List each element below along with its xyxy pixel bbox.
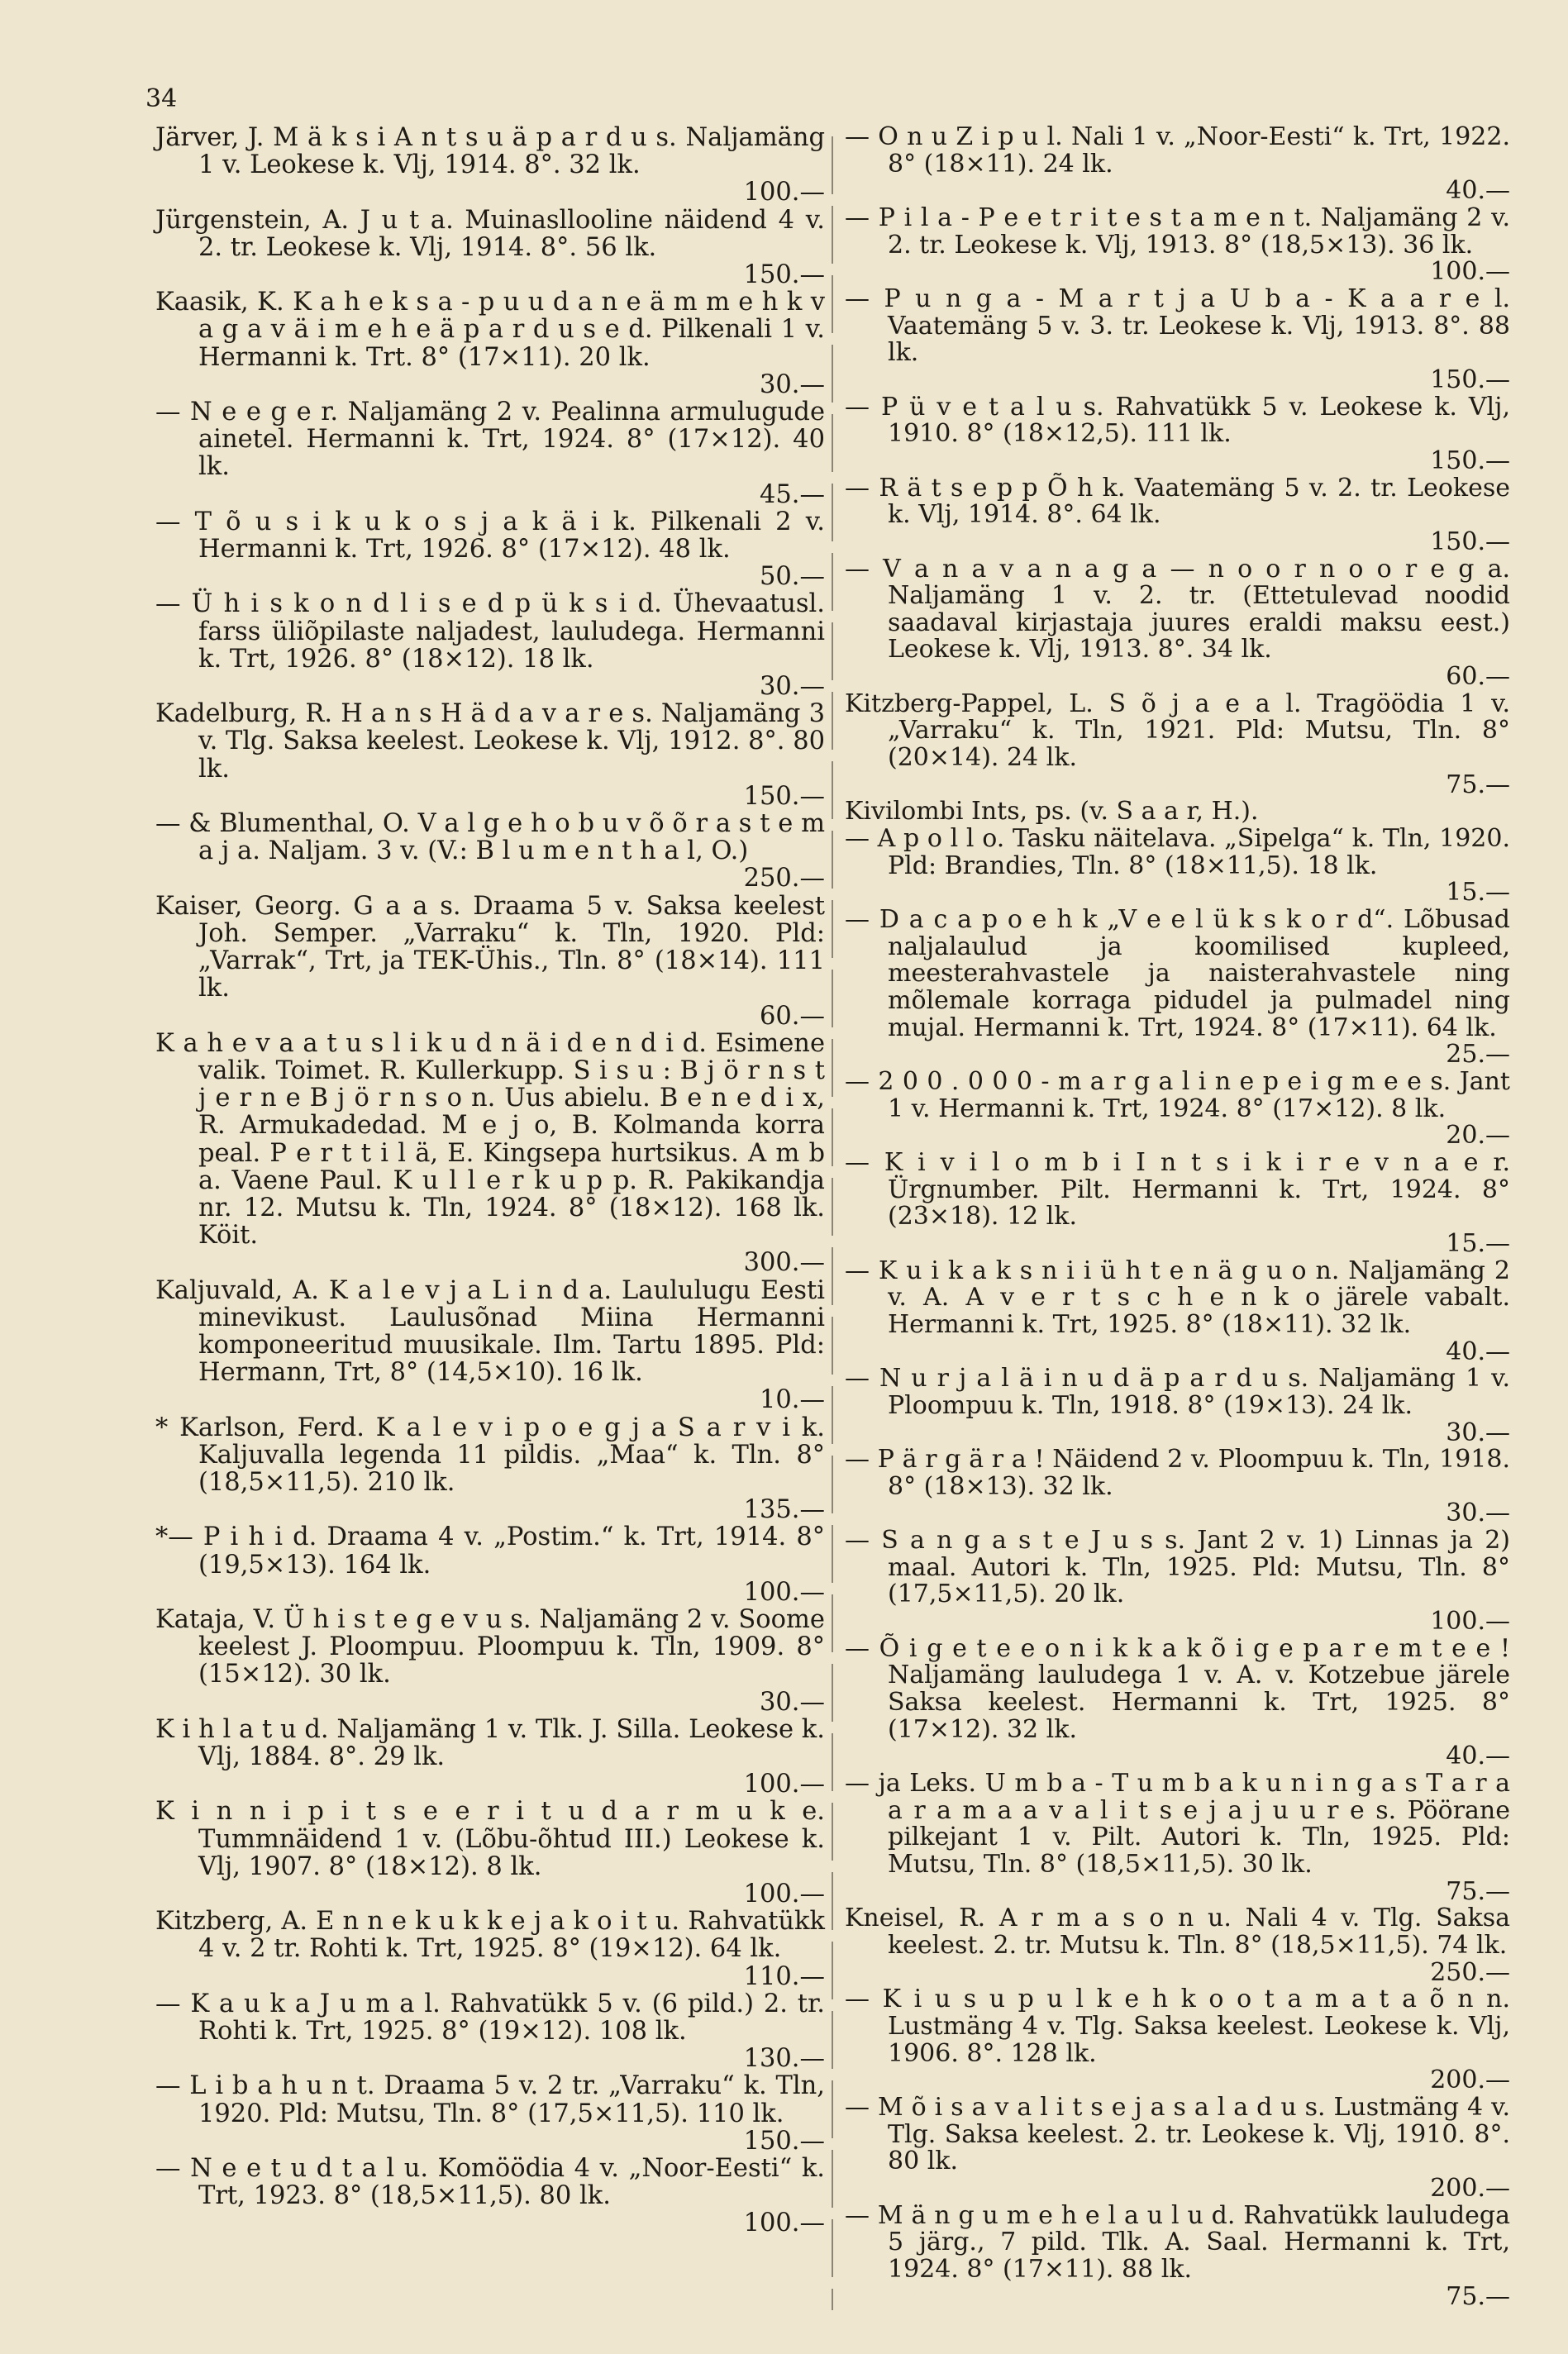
left-column xyxy=(155,124,825,2237)
catalog-entry xyxy=(845,1986,1510,2067)
entry-text: — T õ u s i k u k o s j a k ä i k. Pilkenali 2 v. Hermanni k. Trt, 1926. 8° (17×12). 48 lk. xyxy=(155,507,825,565)
catalog-entry xyxy=(155,1798,825,1880)
catalog-entry xyxy=(155,1277,825,1387)
entry-price: 100.— xyxy=(743,1577,825,1607)
entry-text: — S a n g a s t e J u s s. Jant 2 v. 1) Linnas ja 2) maal. Autori k. Tln, 1925. Pld: Mutsu, Tln. 8° (17,5×11,5). 20 lk. xyxy=(845,1526,1510,1609)
catalog-entry xyxy=(155,1990,825,2045)
entry-price: 20.— xyxy=(1446,1121,1510,1151)
entry-text: — K i v i l o m b i I n t s i k i r e v n a e r. Ürgnumber. Pilt. Hermanni k. Trt, 1924. 8° (23×18). 12 lk. xyxy=(845,1147,1510,1232)
catalog-entry xyxy=(155,1523,825,1578)
entry-text: — 2 0 0 . 0 0 0 - m a r g a l i n e p e i g m e e s. Jant 1 v. Hermanni k. Trt, 1924. 8° (17×12). 8 lk. xyxy=(845,1066,1510,1123)
right-column xyxy=(845,124,1510,2310)
entry-text: *— P i h i d. Draama 4 v. „Postim.“ k. Trt, 1914. 8° (19,5×13). 164 lk. xyxy=(155,1522,825,1580)
entry-price: 60.— xyxy=(759,1001,825,1031)
entry-text: Kneisel, R. A r m a s o n u. Nali 4 v. Tlg. Saksa keelest. 2. tr. Mutsu k. Tln. 8° (18,5×11,5). 74 lk. xyxy=(845,1904,1510,1960)
entry-text: Kitzberg-Pappel, L. S õ j a e a l. Tragöödia 1 v. „Varraku“ k. Tln, 1921. Pld: Mutsu, Tln. 8° (20×14). 24 lk. xyxy=(845,689,1510,773)
catalog-entry xyxy=(845,826,1510,879)
entry-price: 200.— xyxy=(1430,2066,1510,2095)
entry-price: 300.— xyxy=(743,1248,825,1278)
entry-price: 30.— xyxy=(1446,1418,1510,1447)
entry-text: — V a n a v a n a g a — n o o r n o o r e g a. Naljamäng 1 v. 2. tr. (Ettetulevad noodid saadaval kirjastaja juures eraldi maksu eest.) Leokese k. Vlj, 1913. 8°. 34 lk. xyxy=(845,554,1510,665)
entry-text: — O n u Z i p u l. Nali 1 v. „Noor-Eesti“ k. Trt, 1922. 8° (18×11). 24 lk. xyxy=(845,122,1510,179)
entry-text: — M ä n g u m e h e l a u l u d. Rahvatükk lauludega 5 järg., 7 pild. Tlk. A. Saal. Hermanni k. Trt, 1924. 8° (17×11). 88 lk. xyxy=(845,2200,1510,2284)
entry-text: — P ä r g ä r a ! Näidend 2 v. Ploompuu k. Tln, 1918. 8° (18×13). 32 lk. xyxy=(845,1445,1510,1501)
catalog-entry xyxy=(845,2094,1510,2175)
catalog-entry xyxy=(845,1633,1510,1744)
entry-price: 150.— xyxy=(1430,365,1510,394)
catalog-entry xyxy=(845,1066,1510,1123)
catalog-entry xyxy=(155,1716,825,1770)
catalog-entry xyxy=(845,798,1510,826)
entry-price: 100.— xyxy=(743,1770,825,1799)
entry-text: — K u i k a k s n i i ü h t e n ä g u o n. Naljamäng 2 v. A. A v e r t s c h e n k o järele vabalt. Hermanni k. Trt, 1925. 8° (18×11). 32 lk. xyxy=(845,1256,1510,1339)
entry-price: 100.— xyxy=(743,2209,825,2238)
entry-price: 150.— xyxy=(1430,527,1510,556)
entry-price: 100.— xyxy=(743,1880,825,1908)
catalog-entry xyxy=(845,205,1510,259)
entry-price: 150.— xyxy=(743,781,825,811)
catalog-entry xyxy=(845,286,1510,367)
entry-text: Jürgenstein, A. J u t a. Muinasllooline näidend 4 v. 2. tr. Leokese k. Vlj, 1914. 8°. 56 lk. xyxy=(155,205,825,262)
entry-text: — N e e t u d t a l u. Komöödia 4 v. „Noor-Eesti“ k. Trt, 1923. 8° (18,5×11,5). 80 lk. xyxy=(155,2154,825,2211)
entry-text: — P ü v e t a l u s. Rahvatükk 5 v. Leokese k. Vlj, 1910. 8° (18×12,5). 111 lk. xyxy=(845,392,1510,449)
catalog-entry xyxy=(845,124,1510,178)
entry-price: 75.— xyxy=(1446,770,1510,799)
entry-text: — Õ i g e t e e o n i k k a k õ i g e p a r e m t e e ! Naljamäng lauludega 1 v. A. v. Kotzebue järele Saksa keelest. Hermanni k. Trt, 1925. 8° (17×12). 32 lk. xyxy=(845,1633,1510,1744)
entry-text: — M õ i s a v a l i t s e j a s a l a d u s. Lustmäng 4 v. Tlg. Saksa keelest. 2. tr. Leokese k. Vlj, 1910. 8°. 80 lk. xyxy=(845,2092,1510,2176)
catalog-entry xyxy=(155,1606,825,1689)
entry-price: 110.— xyxy=(743,1961,825,1991)
catalog-entry xyxy=(155,1030,825,1250)
column-divider xyxy=(832,136,833,2310)
entry-price: 150.— xyxy=(743,2126,825,2156)
entry-price: 40.— xyxy=(1446,1742,1510,1771)
catalog-entry xyxy=(155,207,825,261)
catalog-entry xyxy=(155,893,825,1003)
catalog-entry xyxy=(845,556,1510,665)
entry-price: 130.— xyxy=(743,2044,825,2074)
catalog-entry xyxy=(845,1258,1510,1339)
entry-text: Kaasik, K. K a h e k s a - p u u d a n e ä m m e h k v a g a v ä i m e h e ä p a r d u s e d. Pilkenali 1 v. Hermanni k. Trt. 8° (17×11). 20 lk. xyxy=(155,288,825,372)
entry-text: — K a u k a J u m a l. Rahvatükk 5 v. (6 pild.) 2. tr. Rohti k. Trt, 1925. 8° (19×12). 108 lk. xyxy=(155,1989,825,2047)
entry-text: — & Blumenthal, O. V a l g e h o b u v õ õ r a s t e m a j a. Naljam. 3 v. (V.: B l u m e n t h a l, O.) xyxy=(155,809,825,866)
entry-price: 30.— xyxy=(1446,1499,1510,1528)
entry-price: 60.— xyxy=(1446,662,1510,692)
page-number: 34 xyxy=(145,84,178,113)
catalog-entry xyxy=(155,124,825,179)
entry-price: 100.— xyxy=(1430,257,1510,287)
entry-price: 100.— xyxy=(743,178,825,207)
entry-price: 40.— xyxy=(1446,176,1510,206)
catalog-entry xyxy=(845,1527,1510,1608)
entry-text: — K i u s u p u l k e h k o o t a m a t a õ n n. Lustmäng 4 v. Tlg. Saksa keelest. Leokese k. Vlj, 1906. 8°. 128 lk. xyxy=(845,1985,1510,2068)
catalog-entry xyxy=(845,1147,1510,1232)
entry-text: — N u r j a l ä i n u d ä p a r d u s. Naljamäng 1 v. Ploompuu k. Tln, 1918. 8° (19×13). 24 lk. xyxy=(845,1364,1510,1420)
catalog-entry xyxy=(155,810,825,865)
entry-text: — Ü h i s k o n d l i s e d p ü k s i d. Ühevaatusl. farss üliõpilaste naljadest, lauludega. Hermanni k. Trt, 1926. 8° (18×12). 18 lk. xyxy=(155,589,825,674)
catalog-entry xyxy=(845,691,1510,772)
entry-text: — R ä t s e p p Õ h k. Vaatemäng 5 v. 2. tr. Leokese k. Vlj, 1914. 8°. 64 lk. xyxy=(845,473,1510,530)
entry-price: 10.— xyxy=(759,1385,825,1415)
entry-price: 150.— xyxy=(1430,446,1510,475)
catalog-entry xyxy=(155,700,825,783)
catalog-entry xyxy=(845,475,1510,529)
entry-price: 100.— xyxy=(1430,1607,1510,1637)
entry-text: * Karlson, Ferd. K a l e v i p o e g j a S a r v i k. Kaljuvalla legenda 11 pildis. „Maa“ k. Tln. 8° (18,5×11,5). 210 lk. xyxy=(155,1413,825,1497)
entry-price: 250.— xyxy=(743,864,825,893)
entry-price: 45.— xyxy=(759,479,825,509)
catalog-entry xyxy=(845,1770,1510,1879)
entry-price: 135.— xyxy=(743,1495,825,1525)
entry-text: Kaljuvald, A. K a l e v j a L i n d a. Laululugu Eesti minevikust. Laulusõnad Miina Hermanni komponeeritud muusikale. Ilm. Tartu 1895. Pld: Hermann, Trt, 8° (14,5×10). 16 lk. xyxy=(155,1275,825,1388)
entry-price: 15.— xyxy=(1446,878,1510,908)
entry-price: 25.— xyxy=(1446,1040,1510,1070)
entry-price: 250.— xyxy=(1430,1957,1510,1987)
entry-text: Kadelburg, R. H a n s H ä d a v a r e s. Naljamäng 3 v. Tlg. Saksa keelest. Leokese k. Vlj, 1912. 8°. 80 lk. xyxy=(155,699,825,784)
entry-text: — N e e g e r. Naljamäng 2 v. Pealinna armulugude ainetel. Hermanni k. Trt, 1924. 8° (17×12). 40 lk. xyxy=(155,398,825,482)
entry-price: 30.— xyxy=(759,1687,825,1717)
catalog-entry xyxy=(155,398,825,481)
entry-price: 15.— xyxy=(1446,1228,1510,1258)
entry-text: Kaiser, Georg. G a a s. Draama 5 v. Saksa keelest Joh. Semper. „Varraku“ k. Tln, 1920. Pld: „Varrak“, Trt, ja TEK-Ühis., Tln. 8° (18×14). 111 lk. xyxy=(155,891,825,1003)
entry-price: 40.— xyxy=(1446,1337,1510,1366)
entry-price: 75.— xyxy=(1446,1876,1510,1906)
entry-text: Kitzberg, A. E n n e k u k k e j a k o i t u. Rahvatükk 4 v. 2 tr. Rohti k. Trt, 1925. 8° (19×12). 64 lk. xyxy=(155,1907,825,1964)
entry-price: 50.— xyxy=(759,562,825,592)
catalog-entry xyxy=(155,2072,825,2127)
entry-price: 30.— xyxy=(759,369,825,399)
entry-price: 200.— xyxy=(1430,2173,1510,2203)
entry-text: Kataja, V. Ü h i s t e g e v u s. Naljamäng 2 v. Soome keelest J. Ploompuu. Ploompuu k. Tln, 1909. 8° (15×12). 30 lk. xyxy=(155,1604,825,1689)
entry-text: — L i b a h u n t. Draama 5 v. 2 tr. „Varraku“ k. Tln, 1920. Pld: Mutsu, Tln. 8° (17,5×11,5). 110 lk. xyxy=(155,2071,825,2128)
entry-text: Järver, J. M ä k s i A n t s u ä p a r d u s. Naljamäng 1 v. Leokese k. Vlj, 1914. 8°. 32 lk. xyxy=(155,123,825,180)
catalog-entry xyxy=(155,508,825,563)
entry-text: — ja Leks. U m b a - T u m b a k u n i n g a s T a r a a r a m a a v a l i t s e j a j u u r e s. Pöörane pilkejant 1 v. Pilt. Autori k. Tln, 1925. Pld: Mutsu, Tln. 8° (18,5×11,5). 30 lk. xyxy=(845,1769,1510,1879)
catalog-entry xyxy=(845,1446,1510,1500)
entry-text: — P i l a - P e e t r i t e s t a m e n t. Naljamäng 2 v. 2. tr. Leokese k. Vlj, 1913. 8° (18,5×13). 36 lk. xyxy=(845,203,1510,260)
catalog-entry xyxy=(155,2155,825,2209)
catalog-entry xyxy=(155,288,825,371)
entry-price: 75.— xyxy=(1446,2281,1510,2311)
entry-text: K i n n i p i t s e e r i t u d a r m u k e. Tummnäidend 1 v. (Lõbu-õhtud III.) Leokese k. Vlj, 1907. 8° (18×12). 8 lk. xyxy=(155,1797,825,1881)
catalog-entry xyxy=(155,1908,825,1962)
catalog-entry xyxy=(845,394,1510,448)
catalog-entry xyxy=(845,1905,1510,1959)
entry-text: — D a c a p o e h k „V e e l ü k s k o r d“. Lõbusad naljalaulud ja koomilised kupleed, meesterahvastele ja naisterahvastele ning mõlemale korraga pidudel ja pulmadel ning mujal. Hermanni k. Trt, 1924. 8° (17×11). 64 lk. xyxy=(845,905,1510,1042)
catalog-entry xyxy=(845,1365,1510,1419)
entry-text: — A p o l l o. Tasku näitelava. „Sipelga“ k. Tln, 1920. Pld: Brandies, Tln. 8° (18×11,5). 18 lk. xyxy=(845,824,1510,880)
entry-price: 30.— xyxy=(759,672,825,702)
entry-text: K a h e v a a t u s l i k u d n ä i d e n d i d. Esimene valik. Toimet. R. Kullerkupp. S i s u : B j ö r n s t j e r n e B j ö r n s o n. Uus abielu. B e n e d i x, R. Armukadedad. M e j o, B. Kolmanda korra peal. P e r t t i l ä, E. Kingsepa hurtsikus. A m b a. Vaene Paul. K u l l e r k u p p. R. Pakikandja nr. 12. Mutsu k. Tln, 1924. 8° (18×12). 168 lk. Köit. xyxy=(155,1028,825,1251)
entry-text: K i h l a t u d. Naljamäng 1 v. Tlk. J. Silla. Leokese k. Vlj, 1884. 8°. 29 lk. xyxy=(155,1714,825,1771)
entry-price: 150.— xyxy=(743,260,825,290)
entry-text: — P u n g a - M a r t j a U b a - K a a r e l. Vaatemäng 5 v. 3. tr. Leokese k. Vlj, 1913. 8°. 88 lk. xyxy=(845,284,1510,368)
entry-text: Kivilombi Ints, ps. (v. S a a r, H.). xyxy=(845,797,1259,827)
catalog-entry xyxy=(845,907,1510,1041)
catalog-entry xyxy=(155,1414,825,1497)
catalog-entry xyxy=(155,590,825,673)
catalog-entry xyxy=(845,2200,1510,2284)
